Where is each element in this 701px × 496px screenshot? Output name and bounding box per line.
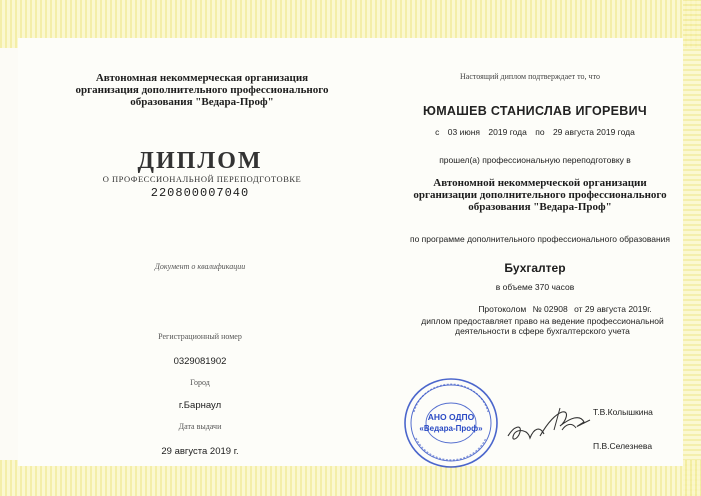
protocol-date: от 29 августа 2019г. — [574, 304, 652, 314]
period-from-word: с — [435, 127, 440, 137]
period-from-date: 03 июня — [447, 127, 481, 137]
city-value: г.Барнаул — [178, 400, 222, 411]
issue-date: 29 августа 2019 г. — [161, 446, 239, 457]
registration-label: Регистрационный номер — [158, 332, 242, 341]
holder-full-name: ЮМАШЕВ СТАНИСЛАВ ИГОРЕВИЧ — [423, 104, 647, 118]
period-to-word: по — [535, 127, 545, 137]
program-text: по программе дополнительного профессионального образования — [409, 234, 671, 244]
rights-text: диплом предоставляет право на ведение профессиональной деятельности в сфере бухгалтерского учета — [421, 316, 664, 336]
study-period — [400, 127, 670, 137]
diploma-number: 220800007040 — [150, 186, 250, 200]
issue-date-label: Дата выдачи — [178, 422, 222, 431]
confirm-text: Настоящий диплом подтверждает то, что — [460, 72, 600, 81]
protocol-line — [440, 304, 690, 314]
diploma-title: ДИПЛОМ — [137, 148, 263, 174]
protocol-number: № 02908 — [532, 304, 568, 314]
registration-number: 0329081902 — [173, 356, 227, 367]
qualification-doc-label: Документ о квалификации — [154, 262, 246, 271]
handwritten-signatures — [500, 400, 600, 450]
seal-center-line1: АНО ОДПО — [427, 412, 475, 422]
protocol-label: Протоколом — [478, 304, 527, 314]
issuer-organization: Автономная некоммерческая организация организация дополнительного профессионального образования "Ведара-Проф" — [75, 72, 329, 108]
city-label: Город — [190, 378, 210, 387]
decorative-border-right — [683, 0, 701, 496]
diploma-subtitle: О ПРОФЕССИОНАЛЬНОЙ ПЕРЕПОДГОТОВКЕ — [102, 174, 302, 184]
period-from-year: 2019 года — [488, 127, 527, 137]
official-seal-stamp — [402, 376, 500, 470]
qualification-title: Бухгалтер — [504, 261, 566, 275]
signer-name-2: П.В.Селезнева — [593, 441, 653, 451]
hours-text: в объеме 370 часов — [495, 282, 575, 292]
signer-name-1: Т.В.Колышкина — [593, 407, 653, 417]
seal-center-line2: «Ведара-Проф» — [419, 424, 483, 433]
passed-text: прошел(а) профессиональную переподготовку в — [439, 155, 631, 165]
training-organization: Автономной некоммерческой организации организации дополнительного профессионального образования "Ведара-Проф" — [413, 177, 667, 213]
period-to-date: 29 августа 2019 года — [552, 127, 635, 137]
